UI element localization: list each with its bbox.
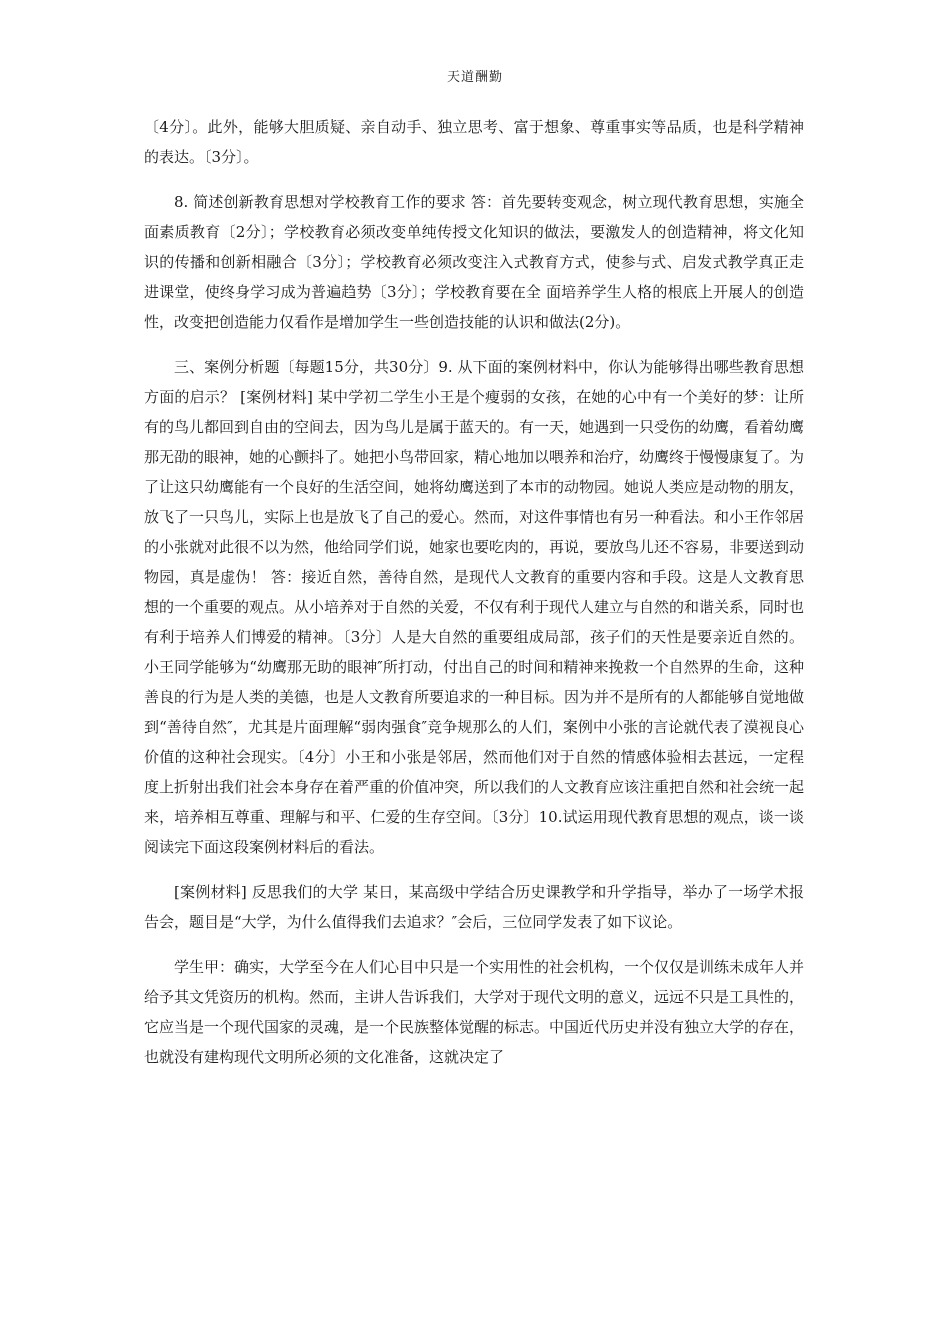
paragraph-question-8: 8. 简述创新教育思想对学校教育工作的要求 答：首先要转变观念，树立现代教育思想，实施全面素质教育〔2分〕；学校教育必须改变单纯传授文化知识的做法，要激发人的创造精神，将文化知识的传播和创新相融合〔3分〕；学校教育必须改变注入式教育方式，使参与式、启发式教学真正走进课堂，使终身学习成为普遍趋势〔3分〕；学校教育要在全 面培养学生人格的根底上开展人的创造性，改变把创造能力仅看作是增加学生一些创造技能的认识和做法(2分)。 — [144, 193, 804, 331]
document-body — [144, 112, 804, 1087]
paragraph-case-analysis-9: 三、案例分析题〔每题15分，共30分〕9. 从下面的案例材料中，你认为能够得出哪些教育思想方面的启示？ [案例材料] 某中学初二学生小王是个瘦弱的女孩，在她的心中有一个美好的梦：让所有的鸟儿都回到自由的空间去，因为鸟儿是属于蓝天的。有一天，她遇到一只受伤的幼鹰，看着幼鹰那无劭的眼神，她的心颤抖了。她把小鸟带回家，精心地加以喂养和治疗，幼鹰终于慢慢康复了。为了让这只幼鹰能有一个良好的生活空间，她将幼鹰送到了本市的动物园。她说人类应是动物的朋友，放飞了一只鸟儿，实际上也是放飞了自己的爱心。然而，对这件事情也有另一种看法。和小王作邻居的小张就对此很不以为然，他给同学们说，她家也要吃肉的，再说，要放鸟儿还不容易，非要送到动物园，真是虚伪！ 答：接近自然，善待自然，是现代人文教育的重要内容和手段。这是人文教育思想的一个重要的观点。从小培养对于自然的关爱，不仅有利于现代人建立与自然的和谐关系，同时也有利于培养人们博爱的精神。〔3分〕人是大自然的重要组成局部，孩子们的天性是要亲近自然的。小王同学能够为“幼鹰那无助的眼神″所打动，付出自己的时间和精神来挽救一个自然界的生命，这种善良的行为是人类的美德，也是人文教育所要追求的一种目标。因为并不是所有的人都能够自觉地做到“善待自然″，尤其是片面理解“弱肉强食″竞争规那么的人们，案例中小张的言论就代表了漠视良心价值的这种社会现实。〔4分〕小王和小张是邻居，然而他们对于自然的情感体验相去甚远，一定程度上折射出我们社会本身存在着严重的价值冲突，所以我们的人文教育应该注重把自然和社会统一起来，培养相互尊重、理解与和平、仁爱的生存空间。〔3分〕10.试运用现代教育思想的观点，谈一谈阅读完下面这段案例材料后的看法。 — [144, 358, 805, 856]
paragraph-case-material-10: [案例材料] 反思我们的大学 某日，某高级中学结合历史课教学和升学指导，举办了一场学术报告会，题目是“大学，为什么值得我们去追求？″会后，三位同学发表了如下议论。 — [144, 883, 804, 931]
paragraph-student-a: 学生甲：确实，大学至今在人们心目中只是一个实用性的社会机构，一个仅仅是训练未成年人并给予其文凭资历的机构。然而，主讲人告诉我们，大学对于现代文明的意义，远远不只是工具性的，它应当是一个现代国家的灵魂，是一个民族整体觉醒的标志。中国近代历史并没有独立大学的存在，也就没有建构现代文明所必须的文化准备，这就决定了 — [144, 958, 805, 1066]
paragraph-continuation: 〔4分〕。此外，能够大胆质疑、亲自动手、独立思考、富于想象、尊重事实等品质，也是科学精神的表达。〔3分〕。 — [144, 118, 804, 166]
page-header: 天道酬勤 — [446, 70, 503, 85]
